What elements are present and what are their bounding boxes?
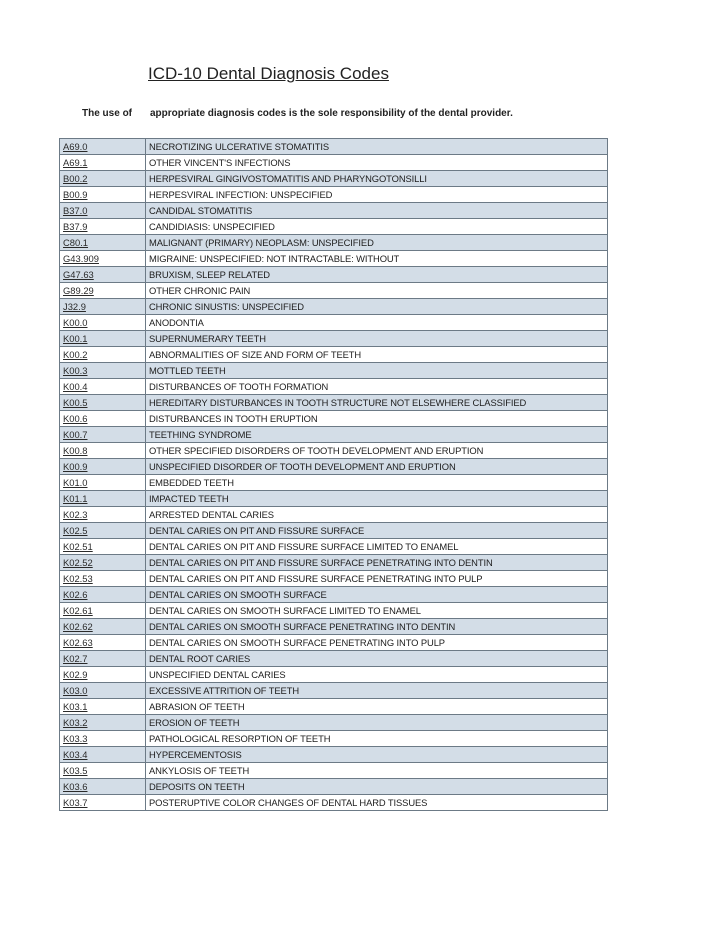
table-row — [60, 267, 608, 283]
diagnosis-description-cell: HERPESVIRAL INFECTION: UNSPECIFIED — [146, 187, 608, 203]
table-row — [60, 683, 608, 699]
table-row — [60, 395, 608, 411]
diagnosis-description-cell: NECROTIZING ULCERATIVE STOMATITIS — [146, 139, 608, 155]
diagnosis-code-cell[interactable]: K02.51 — [60, 539, 146, 555]
diagnosis-description-cell: ANODONTIA — [146, 315, 608, 331]
diagnosis-codes-table — [59, 138, 608, 811]
table-row — [60, 635, 608, 651]
table-row — [60, 539, 608, 555]
diagnosis-code-cell[interactable]: K00.9 — [60, 459, 146, 475]
diagnosis-code-cell[interactable]: K00.5 — [60, 395, 146, 411]
diagnosis-code-cell[interactable]: K03.7 — [60, 795, 146, 811]
diagnosis-code-cell[interactable]: B00.2 — [60, 171, 146, 187]
table-row — [60, 699, 608, 715]
table-row — [60, 491, 608, 507]
diagnosis-description-cell: DENTAL CARIES ON PIT AND FISSURE SURFACE PENETRATING INTO DENTIN — [146, 555, 608, 571]
table-row — [60, 203, 608, 219]
diagnosis-description-cell: DENTAL CARIES ON SMOOTH SURFACE PENETRATING INTO PULP — [146, 635, 608, 651]
diagnosis-description-cell: ABNORMALITIES OF SIZE AND FORM OF TEETH — [146, 347, 608, 363]
diagnosis-code-cell[interactable]: K00.7 — [60, 427, 146, 443]
diagnosis-description-cell: DISTURBANCES IN TOOTH ERUPTION — [146, 411, 608, 427]
diagnosis-description-cell: ANKYLOSIS OF TEETH — [146, 763, 608, 779]
disclaimer-part-2: appropriate diagnosis codes is the sole responsibility of the dental provider. — [150, 108, 513, 119]
diagnosis-description-cell: EROSION OF TEETH — [146, 715, 608, 731]
diagnosis-code-cell[interactable]: C80.1 — [60, 235, 146, 251]
table-row — [60, 763, 608, 779]
diagnosis-code-cell[interactable]: K02.53 — [60, 571, 146, 587]
diagnosis-code-cell[interactable]: K03.5 — [60, 763, 146, 779]
diagnosis-code-cell[interactable]: K00.3 — [60, 363, 146, 379]
diagnosis-description-cell: MALIGNANT (PRIMARY) NEOPLASM: UNSPECIFIED — [146, 235, 608, 251]
diagnosis-code-cell[interactable]: J32.9 — [60, 299, 146, 315]
table-row — [60, 155, 608, 171]
diagnosis-description-cell: UNSPECIFIED DISORDER OF TOOTH DEVELOPMENT AND ERUPTION — [146, 459, 608, 475]
diagnosis-description-cell: OTHER SPECIFIED DISORDERS OF TOOTH DEVELOPMENT AND ERUPTION — [146, 443, 608, 459]
diagnosis-code-cell[interactable]: B00.9 — [60, 187, 146, 203]
table-row — [60, 427, 608, 443]
diagnosis-code-cell[interactable]: K03.3 — [60, 731, 146, 747]
table-row — [60, 459, 608, 475]
table-row — [60, 139, 608, 155]
table-row — [60, 603, 608, 619]
diagnosis-code-cell[interactable]: K03.1 — [60, 699, 146, 715]
diagnosis-code-cell[interactable]: K00.4 — [60, 379, 146, 395]
diagnosis-code-cell[interactable]: K00.1 — [60, 331, 146, 347]
diagnosis-description-cell: DISTURBANCES OF TOOTH FORMATION — [146, 379, 608, 395]
diagnosis-description-cell: PATHOLOGICAL RESORPTION OF TEETH — [146, 731, 608, 747]
diagnosis-code-cell[interactable]: A69.0 — [60, 139, 146, 155]
diagnosis-code-cell[interactable]: K02.63 — [60, 635, 146, 651]
table-row — [60, 251, 608, 267]
diagnosis-description-cell: DENTAL CARIES ON PIT AND FISSURE SURFACE — [146, 523, 608, 539]
table-row — [60, 779, 608, 795]
table-row — [60, 299, 608, 315]
table-row — [60, 555, 608, 571]
diagnosis-description-cell: HYPERCEMENTOSIS — [146, 747, 608, 763]
diagnosis-code-cell[interactable]: G43.909 — [60, 251, 146, 267]
diagnosis-description-cell: ABRASION OF TEETH — [146, 699, 608, 715]
diagnosis-code-cell[interactable]: K02.62 — [60, 619, 146, 635]
diagnosis-description-cell: DENTAL CARIES ON PIT AND FISSURE SURFACE PENETRATING INTO PULP — [146, 571, 608, 587]
diagnosis-description-cell: EMBEDDED TEETH — [146, 475, 608, 491]
diagnosis-description-cell: EXCESSIVE ATTRITION OF TEETH — [146, 683, 608, 699]
diagnosis-description-cell: CHRONIC SINUSTIS: UNSPECIFIED — [146, 299, 608, 315]
table-row — [60, 523, 608, 539]
diagnosis-code-cell[interactable]: G89.29 — [60, 283, 146, 299]
table-row — [60, 283, 608, 299]
diagnosis-description-cell: CANDIDAL STOMATITIS — [146, 203, 608, 219]
diagnosis-code-cell[interactable]: B37.0 — [60, 203, 146, 219]
diagnosis-description-cell: SUPERNUMERARY TEETH — [146, 331, 608, 347]
table-row — [60, 715, 608, 731]
diagnosis-description-cell: DENTAL CARIES ON SMOOTH SURFACE — [146, 587, 608, 603]
table-row — [60, 587, 608, 603]
diagnosis-code-cell[interactable]: K01.0 — [60, 475, 146, 491]
diagnosis-code-cell[interactable]: K02.7 — [60, 651, 146, 667]
diagnosis-description-cell: MOTTLED TEETH — [146, 363, 608, 379]
table-row — [60, 443, 608, 459]
diagnosis-description-cell: UNSPECIFIED DENTAL CARIES — [146, 667, 608, 683]
diagnosis-description-cell: TEETHING SYNDROME — [146, 427, 608, 443]
diagnosis-description-cell: CANDIDIASIS: UNSPECIFIED — [146, 219, 608, 235]
diagnosis-codes-body — [60, 139, 608, 811]
diagnosis-code-cell[interactable]: K02.5 — [60, 523, 146, 539]
diagnosis-description-cell: POSTERUPTIVE COLOR CHANGES OF DENTAL HARD TISSUES — [146, 795, 608, 811]
diagnosis-description-cell: BRUXISM, SLEEP RELATED — [146, 267, 608, 283]
diagnosis-code-cell[interactable]: K03.4 — [60, 747, 146, 763]
diagnosis-description-cell: DENTAL CARIES ON SMOOTH SURFACE PENETRATING INTO DENTIN — [146, 619, 608, 635]
diagnosis-description-cell: DENTAL CARIES ON SMOOTH SURFACE LIMITED TO ENAMEL — [146, 603, 608, 619]
table-row — [60, 235, 608, 251]
diagnosis-description-cell: HEREDITARY DISTURBANCES IN TOOTH STRUCTURE NOT ELSEWHERE CLASSIFIED — [146, 395, 608, 411]
diagnosis-description-cell: ARRESTED DENTAL CARIES — [146, 507, 608, 523]
diagnosis-description-cell: DEPOSITS ON TEETH — [146, 779, 608, 795]
diagnosis-description-cell: MIGRAINE: UNSPECIFIED: NOT INTRACTABLE: WITHOUT — [146, 251, 608, 267]
diagnosis-code-cell[interactable]: K01.1 — [60, 491, 146, 507]
diagnosis-code-cell[interactable]: K02.9 — [60, 667, 146, 683]
table-row — [60, 747, 608, 763]
table-row — [60, 379, 608, 395]
diagnosis-code-cell[interactable]: K03.6 — [60, 779, 146, 795]
table-row — [60, 363, 608, 379]
diagnosis-code-cell[interactable]: G47.63 — [60, 267, 146, 283]
diagnosis-code-cell[interactable]: B37.9 — [60, 219, 146, 235]
diagnosis-code-cell[interactable]: K00.6 — [60, 411, 146, 427]
diagnosis-code-cell[interactable]: A69.1 — [60, 155, 146, 171]
diagnosis-code-cell[interactable]: K02.6 — [60, 587, 146, 603]
table-row — [60, 507, 608, 523]
disclaimer-part-1: The use of — [82, 108, 133, 119]
table-row — [60, 475, 608, 491]
table-row — [60, 219, 608, 235]
diagnosis-code-cell[interactable]: K00.0 — [60, 315, 146, 331]
table-row — [60, 667, 608, 683]
table-row — [60, 411, 608, 427]
table-row — [60, 171, 608, 187]
diagnosis-description-cell: DENTAL ROOT CARIES — [146, 651, 608, 667]
table-row — [60, 651, 608, 667]
diagnosis-code-cell[interactable]: K02.61 — [60, 603, 146, 619]
diagnosis-code-cell[interactable]: K02.52 — [60, 555, 146, 571]
diagnosis-description-cell: HERPESVIRAL GINGIVOSTOMATITIS AND PHARYNGOTONSILLI — [146, 171, 608, 187]
diagnosis-description-cell: OTHER CHRONIC PAIN — [146, 283, 608, 299]
table-row — [60, 347, 608, 363]
table-row — [60, 331, 608, 347]
diagnosis-code-cell[interactable]: K00.8 — [60, 443, 146, 459]
diagnosis-code-cell[interactable]: K02.3 — [60, 507, 146, 523]
diagnosis-code-cell[interactable]: K03.2 — [60, 715, 146, 731]
table-row — [60, 795, 608, 811]
page-title: ICD-10 Dental Diagnosis Codes — [148, 64, 389, 83]
table-row — [60, 187, 608, 203]
diagnosis-code-cell[interactable]: K00.2 — [60, 347, 146, 363]
diagnosis-description-cell: OTHER VINCENT'S INFECTIONS — [146, 155, 608, 171]
diagnosis-code-cell[interactable]: K03.0 — [60, 683, 146, 699]
table-row — [60, 619, 608, 635]
diagnosis-description-cell: IMPACTED TEETH — [146, 491, 608, 507]
diagnosis-description-cell: DENTAL CARIES ON PIT AND FISSURE SURFACE LIMITED TO ENAMEL — [146, 539, 608, 555]
table-row — [60, 315, 608, 331]
table-row — [60, 731, 608, 747]
table-row — [60, 571, 608, 587]
